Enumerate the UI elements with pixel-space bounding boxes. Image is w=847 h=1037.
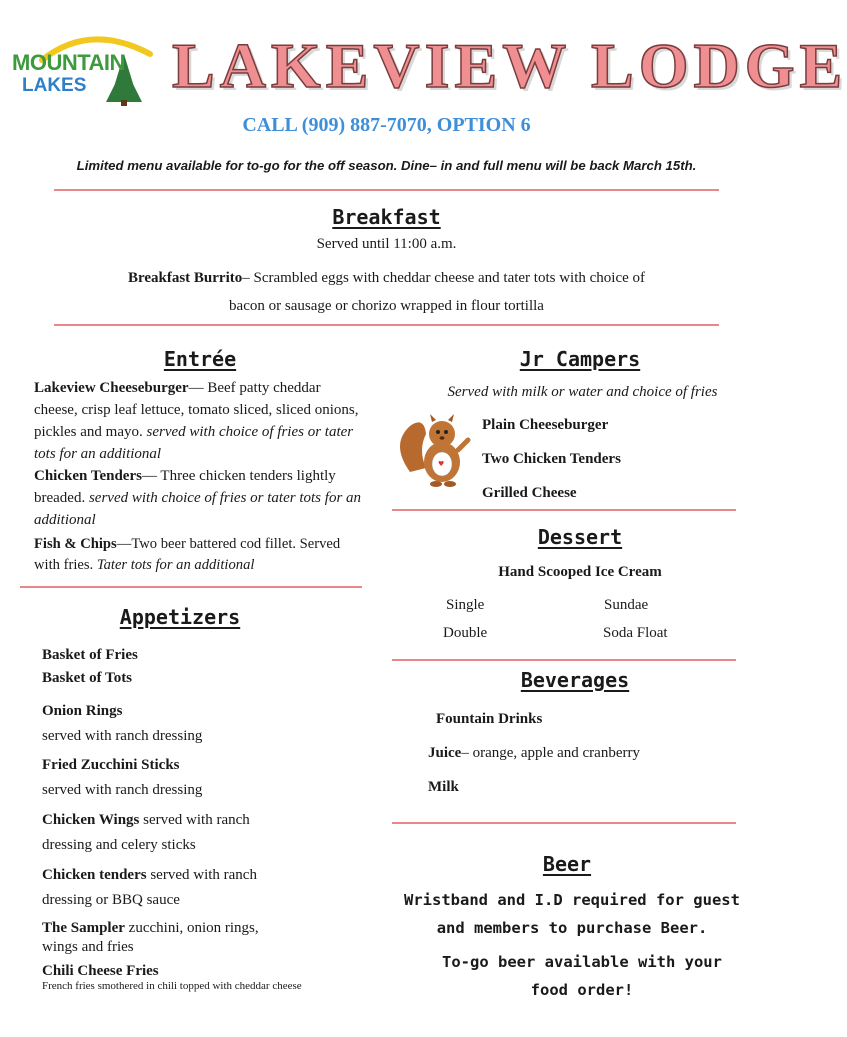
item-name: Fish & Chips — [34, 536, 117, 552]
divider — [392, 822, 736, 824]
entree-item — [34, 465, 369, 531]
beverage-item — [436, 708, 542, 730]
appetizer-item — [42, 699, 202, 749]
item-desc: served with ranch dressing — [42, 728, 203, 744]
item-name: Basket of Fries — [42, 647, 138, 663]
beverage-item — [428, 776, 459, 798]
off-season-notice: Limited menu available for to-go for the off season. Dine– in and full menu will be back March 15th. — [76, 158, 697, 173]
jr-campers-subtitle — [400, 381, 765, 403]
appetizer-item — [42, 962, 342, 992]
divider — [392, 509, 736, 511]
subtitle-text: Served with milk or water and choice of fries — [447, 384, 718, 400]
beer-to-go — [392, 948, 772, 1004]
jr-campers-item: Two Chicken Tenders — [482, 451, 621, 467]
entree-item — [34, 534, 369, 576]
svg-text:♥: ♥ — [438, 460, 445, 468]
item-desc: — Three chicken tenders lightly breaded. — [34, 468, 336, 506]
entree-heading: Entrée — [163, 347, 237, 371]
divider — [54, 189, 719, 191]
logo-text-bottom: LAKES — [22, 75, 87, 96]
page-title: LAKEVIEW LODGE — [172, 30, 847, 101]
dessert-option: Single — [446, 597, 485, 613]
item-note: served with choice of fries or tater tots for an additional — [34, 424, 354, 462]
item-desc: — Beef patty cheddar cheese, crisp leaf lettuce, tomato sliced, sliced onions, pickles and mayo. — [34, 380, 359, 440]
appetizer-item — [42, 919, 259, 957]
jr-campers-heading: Jr Campers — [519, 347, 641, 371]
dessert-option: Sundae — [604, 597, 649, 613]
squirrel-icon — [396, 410, 476, 488]
beer-policy — [382, 886, 762, 942]
item-desc-inline: served with ranch — [146, 867, 257, 883]
item-desc: French fries smothered in chili topped with cheddar cheese — [42, 980, 302, 992]
item-name: Breakfast Burrito — [127, 270, 243, 286]
item-name: Chicken tenders — [42, 867, 147, 883]
item-name: Basket of Tots — [42, 670, 133, 686]
appetizer-item — [42, 808, 250, 858]
item-note: served with choice of fries or tater tots for an additional — [34, 490, 362, 528]
dessert-heading: Dessert — [537, 525, 623, 549]
divider — [20, 586, 362, 588]
item-name: Chicken Wings — [42, 812, 140, 828]
item-desc: – orange, apple and cranberry — [461, 745, 640, 761]
jr-campers-item: Plain Cheeseburger — [482, 417, 609, 433]
item-desc: wings and fries — [42, 939, 134, 955]
phone-number[interactable]: CALL (909) 887-7070, OPTION 6 — [242, 114, 531, 136]
entree-item — [34, 377, 364, 465]
breakfast-heading: Breakfast — [332, 205, 441, 229]
beer-line: To-go beer available with your — [442, 953, 722, 971]
item-note: Tater tots for an additional — [96, 557, 255, 573]
divider — [392, 659, 736, 661]
item-desc-inline: served with ranch — [139, 812, 250, 828]
beer-line: Wristband and I.D required for guest — [404, 891, 740, 909]
item-name: Juice — [428, 745, 462, 761]
item-name: Chili Cheese Fries — [42, 963, 159, 979]
appetizer-item — [42, 667, 132, 689]
dessert-option: Double — [443, 625, 488, 641]
appetizer-item — [42, 863, 257, 913]
item-desc: – Scrambled eggs with cheddar cheese and tater tots with choice of — [242, 270, 646, 286]
item-name: Chicken Tenders — [34, 468, 142, 484]
beer-heading: Beer — [542, 852, 592, 876]
beer-line: and members to purchase Beer. — [436, 919, 708, 937]
breakfast-burrito — [0, 264, 773, 320]
item-name: Milk — [428, 779, 459, 795]
item-name: Fountain Drinks — [436, 711, 543, 727]
item-name: Fried Zucchini Sticks — [42, 757, 180, 773]
dessert-option: Soda Float — [603, 625, 668, 641]
item-name: Lakeview Cheeseburger — [34, 380, 189, 396]
item-desc-inline: zucchini, onion rings, — [124, 920, 259, 936]
item-desc: dressing and celery sticks — [42, 837, 196, 853]
breakfast-subtitle: Served until 11:00 a.m. — [316, 236, 457, 252]
divider — [54, 324, 719, 326]
appetizer-item — [42, 644, 138, 666]
item-name: The Sampler — [42, 920, 125, 936]
beer-line: food order! — [530, 981, 634, 999]
item-desc: dressing or BBQ sauce — [42, 892, 180, 908]
item-desc: bacon or sausage or chorizo wrapped in flour tortilla — [229, 298, 544, 314]
logo-text-top: MOUNTAIN — [12, 50, 125, 75]
jr-campers-item: Grilled Cheese — [482, 485, 577, 501]
appetizers-heading: Appetizers — [119, 605, 241, 629]
item-name: Onion Rings — [42, 703, 123, 719]
dessert-subtitle: Hand Scooped Ice Cream — [498, 564, 662, 580]
beverage-item — [428, 742, 640, 764]
beverages-heading: Beverages — [520, 668, 630, 692]
appetizer-item — [42, 753, 202, 803]
item-desc: —Two beer battered cod fillet. Served with fries. — [34, 536, 341, 573]
item-desc: served with ranch dressing — [42, 782, 203, 798]
squirrel-mascot — [396, 410, 476, 488]
